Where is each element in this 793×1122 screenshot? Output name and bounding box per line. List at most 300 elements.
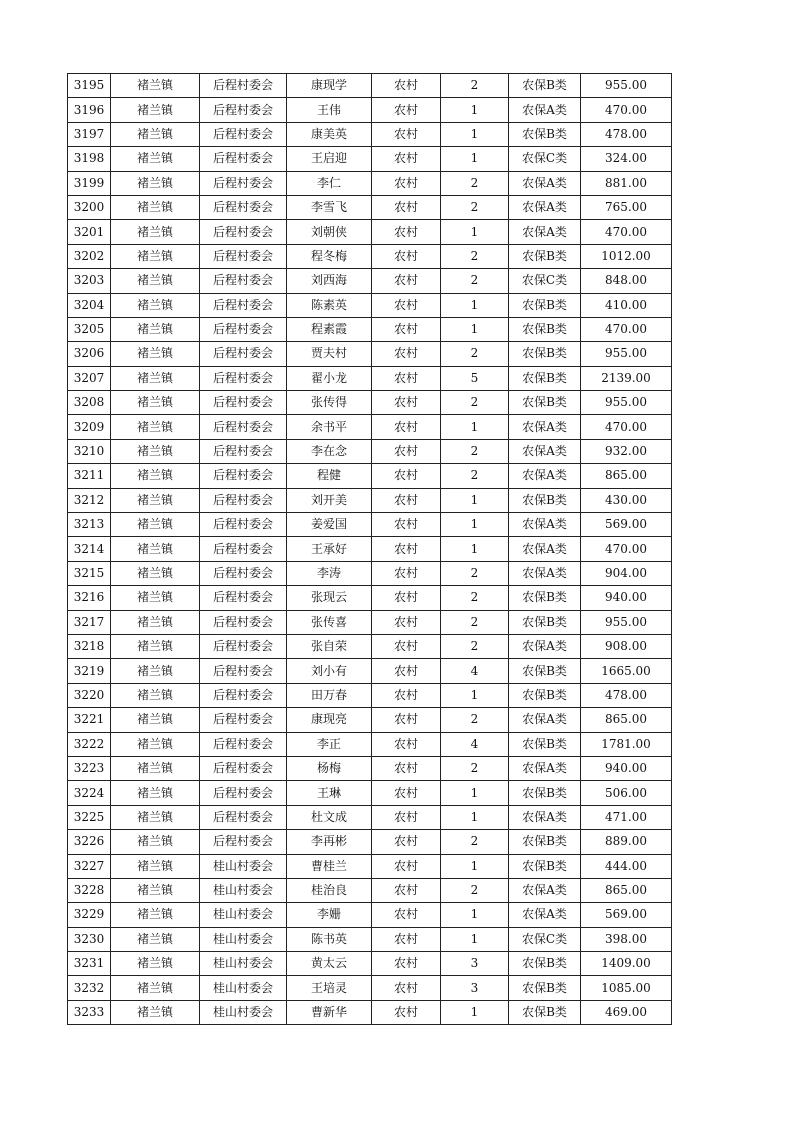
town-cell: 褚兰镇 <box>111 732 200 756</box>
residence-type-cell: 农村 <box>372 147 441 171</box>
village-committee-cell: 后程村委会 <box>200 147 287 171</box>
village-committee-cell: 桂山村委会 <box>200 1000 287 1024</box>
person-name-cell: 程素霞 <box>287 317 372 341</box>
row-number-cell: 3195 <box>68 74 111 98</box>
household-count-cell: 3 <box>441 952 509 976</box>
row-number-cell: 3212 <box>68 488 111 512</box>
town-cell: 褚兰镇 <box>111 317 200 341</box>
row-number-cell: 3206 <box>68 342 111 366</box>
town-cell: 褚兰镇 <box>111 708 200 732</box>
person-name-cell: 田万春 <box>287 683 372 707</box>
person-name-cell: 曹新华 <box>287 1000 372 1024</box>
town-cell: 褚兰镇 <box>111 610 200 634</box>
person-name-cell: 王琳 <box>287 781 372 805</box>
town-cell: 褚兰镇 <box>111 415 200 439</box>
table-row <box>68 74 672 98</box>
residence-type-cell: 农村 <box>372 342 441 366</box>
village-committee-cell: 后程村委会 <box>200 708 287 732</box>
household-count-cell: 3 <box>441 976 509 1000</box>
insurance-category-cell: 农保B类 <box>509 122 581 146</box>
insurance-category-cell: 农保A类 <box>509 98 581 122</box>
village-committee-cell: 后程村委会 <box>200 513 287 537</box>
household-count-cell: 2 <box>441 756 509 780</box>
amount-cell: 865.00 <box>581 464 672 488</box>
residence-type-cell: 农村 <box>372 391 441 415</box>
insurance-category-cell: 农保B类 <box>509 488 581 512</box>
insurance-category-cell: 农保A类 <box>509 464 581 488</box>
village-committee-cell: 后程村委会 <box>200 415 287 439</box>
residence-type-cell: 农村 <box>372 244 441 268</box>
insurance-category-cell: 农保A类 <box>509 220 581 244</box>
town-cell: 褚兰镇 <box>111 659 200 683</box>
insurance-category-cell: 农保A类 <box>509 561 581 585</box>
village-committee-cell: 桂山村委会 <box>200 976 287 1000</box>
table-row <box>68 464 672 488</box>
insurance-category-cell: 农保A类 <box>509 903 581 927</box>
row-number-cell: 3230 <box>68 927 111 951</box>
household-count-cell: 1 <box>441 927 509 951</box>
insurance-category-cell: 农保B类 <box>509 366 581 390</box>
residence-type-cell: 农村 <box>372 513 441 537</box>
amount-cell: 470.00 <box>581 537 672 561</box>
insurance-category-cell: 农保C类 <box>509 147 581 171</box>
table-row <box>68 683 672 707</box>
residence-type-cell: 农村 <box>372 1000 441 1024</box>
town-cell: 褚兰镇 <box>111 74 200 98</box>
town-cell: 褚兰镇 <box>111 98 200 122</box>
household-count-cell: 1 <box>441 683 509 707</box>
village-committee-cell: 后程村委会 <box>200 171 287 195</box>
amount-cell: 940.00 <box>581 586 672 610</box>
insurance-category-cell: 农保B类 <box>509 781 581 805</box>
insurance-category-cell: 农保B类 <box>509 342 581 366</box>
village-committee-cell: 后程村委会 <box>200 488 287 512</box>
amount-cell: 940.00 <box>581 756 672 780</box>
household-count-cell: 2 <box>441 634 509 658</box>
town-cell: 褚兰镇 <box>111 976 200 1000</box>
household-count-cell: 1 <box>441 317 509 341</box>
town-cell: 褚兰镇 <box>111 927 200 951</box>
row-number-cell: 3210 <box>68 439 111 463</box>
village-committee-cell: 后程村委会 <box>200 756 287 780</box>
table-row <box>68 1000 672 1024</box>
person-name-cell: 李仁 <box>287 171 372 195</box>
person-name-cell: 李雪飞 <box>287 195 372 219</box>
town-cell: 褚兰镇 <box>111 781 200 805</box>
table-row <box>68 708 672 732</box>
row-number-cell: 3231 <box>68 952 111 976</box>
table-row <box>68 952 672 976</box>
person-name-cell: 贾夫村 <box>287 342 372 366</box>
insurance-category-cell: 农保A类 <box>509 537 581 561</box>
residence-type-cell: 农村 <box>372 732 441 756</box>
person-name-cell: 余书平 <box>287 415 372 439</box>
town-cell: 褚兰镇 <box>111 439 200 463</box>
table-row <box>68 513 672 537</box>
amount-cell: 478.00 <box>581 122 672 146</box>
row-number-cell: 3227 <box>68 854 111 878</box>
village-committee-cell: 后程村委会 <box>200 317 287 341</box>
table-row <box>68 805 672 829</box>
residence-type-cell: 农村 <box>372 830 441 854</box>
village-committee-cell: 桂山村委会 <box>200 878 287 902</box>
table-row <box>68 586 672 610</box>
table-row <box>68 317 672 341</box>
town-cell: 褚兰镇 <box>111 561 200 585</box>
person-name-cell: 王培灵 <box>287 976 372 1000</box>
table-row <box>68 488 672 512</box>
insurance-category-cell: 农保A类 <box>509 195 581 219</box>
insurance-category-cell: 农保A类 <box>509 805 581 829</box>
town-cell: 褚兰镇 <box>111 952 200 976</box>
household-count-cell: 2 <box>441 439 509 463</box>
town-cell: 褚兰镇 <box>111 171 200 195</box>
amount-cell: 765.00 <box>581 195 672 219</box>
insurance-category-cell: 农保C类 <box>509 269 581 293</box>
person-name-cell: 康美英 <box>287 122 372 146</box>
row-number-cell: 3216 <box>68 586 111 610</box>
person-name-cell: 李涛 <box>287 561 372 585</box>
household-count-cell: 1 <box>441 488 509 512</box>
residence-type-cell: 农村 <box>372 976 441 1000</box>
town-cell: 褚兰镇 <box>111 586 200 610</box>
residence-type-cell: 农村 <box>372 171 441 195</box>
village-committee-cell: 后程村委会 <box>200 830 287 854</box>
village-committee-cell: 后程村委会 <box>200 683 287 707</box>
residence-type-cell: 农村 <box>372 683 441 707</box>
insurance-category-cell: 农保B类 <box>509 659 581 683</box>
town-cell: 褚兰镇 <box>111 366 200 390</box>
insurance-category-cell: 农保A类 <box>509 878 581 902</box>
village-committee-cell: 后程村委会 <box>200 293 287 317</box>
residence-type-cell: 农村 <box>372 464 441 488</box>
person-name-cell: 程冬梅 <box>287 244 372 268</box>
household-count-cell: 2 <box>441 74 509 98</box>
amount-cell: 469.00 <box>581 1000 672 1024</box>
household-count-cell: 1 <box>441 903 509 927</box>
household-count-cell: 5 <box>441 366 509 390</box>
table-row <box>68 537 672 561</box>
village-committee-cell: 后程村委会 <box>200 244 287 268</box>
row-number-cell: 3223 <box>68 756 111 780</box>
village-committee-cell: 后程村委会 <box>200 74 287 98</box>
residence-type-cell: 农村 <box>372 708 441 732</box>
town-cell: 褚兰镇 <box>111 537 200 561</box>
amount-cell: 569.00 <box>581 513 672 537</box>
person-name-cell: 黄太云 <box>287 952 372 976</box>
row-number-cell: 3197 <box>68 122 111 146</box>
person-name-cell: 姜爱国 <box>287 513 372 537</box>
residence-type-cell: 农村 <box>372 439 441 463</box>
household-count-cell: 1 <box>441 293 509 317</box>
residence-type-cell: 农村 <box>372 415 441 439</box>
household-count-cell: 2 <box>441 342 509 366</box>
person-name-cell: 桂治良 <box>287 878 372 902</box>
household-count-cell: 1 <box>441 122 509 146</box>
row-number-cell: 3226 <box>68 830 111 854</box>
residence-type-cell: 农村 <box>372 366 441 390</box>
village-committee-cell: 后程村委会 <box>200 610 287 634</box>
amount-cell: 569.00 <box>581 903 672 927</box>
residence-type-cell: 农村 <box>372 98 441 122</box>
insurance-category-cell: 农保B类 <box>509 732 581 756</box>
row-number-cell: 3228 <box>68 878 111 902</box>
insurance-category-cell: 农保A类 <box>509 756 581 780</box>
household-count-cell: 4 <box>441 732 509 756</box>
table-row <box>68 293 672 317</box>
person-name-cell: 李正 <box>287 732 372 756</box>
row-number-cell: 3213 <box>68 513 111 537</box>
amount-cell: 410.00 <box>581 293 672 317</box>
town-cell: 褚兰镇 <box>111 488 200 512</box>
household-count-cell: 2 <box>441 878 509 902</box>
table-row <box>68 269 672 293</box>
table-row <box>68 439 672 463</box>
row-number-cell: 3218 <box>68 634 111 658</box>
household-count-cell: 4 <box>441 659 509 683</box>
residence-type-cell: 农村 <box>372 927 441 951</box>
household-count-cell: 1 <box>441 415 509 439</box>
row-number-cell: 3201 <box>68 220 111 244</box>
town-cell: 褚兰镇 <box>111 220 200 244</box>
village-committee-cell: 桂山村委会 <box>200 854 287 878</box>
village-committee-cell: 后程村委会 <box>200 805 287 829</box>
row-number-cell: 3202 <box>68 244 111 268</box>
row-number-cell: 3203 <box>68 269 111 293</box>
residence-type-cell: 农村 <box>372 586 441 610</box>
person-name-cell: 刘西海 <box>287 269 372 293</box>
table-row <box>68 610 672 634</box>
household-count-cell: 1 <box>441 147 509 171</box>
insurance-category-cell: 农保B类 <box>509 952 581 976</box>
person-name-cell: 王伟 <box>287 98 372 122</box>
household-count-cell: 2 <box>441 171 509 195</box>
residence-type-cell: 农村 <box>372 610 441 634</box>
residence-type-cell: 农村 <box>372 220 441 244</box>
town-cell: 褚兰镇 <box>111 830 200 854</box>
person-name-cell: 张现云 <box>287 586 372 610</box>
town-cell: 褚兰镇 <box>111 391 200 415</box>
insurance-category-cell: 农保A类 <box>509 708 581 732</box>
residence-type-cell: 农村 <box>372 317 441 341</box>
person-name-cell: 杜文成 <box>287 805 372 829</box>
amount-cell: 848.00 <box>581 269 672 293</box>
table-row <box>68 854 672 878</box>
person-name-cell: 张传喜 <box>287 610 372 634</box>
residence-type-cell: 农村 <box>372 537 441 561</box>
town-cell: 褚兰镇 <box>111 854 200 878</box>
amount-cell: 324.00 <box>581 147 672 171</box>
row-number-cell: 3208 <box>68 391 111 415</box>
amount-cell: 471.00 <box>581 805 672 829</box>
row-number-cell: 3217 <box>68 610 111 634</box>
amount-cell: 1012.00 <box>581 244 672 268</box>
town-cell: 褚兰镇 <box>111 269 200 293</box>
amount-cell: 444.00 <box>581 854 672 878</box>
residence-type-cell: 农村 <box>372 756 441 780</box>
village-committee-cell: 后程村委会 <box>200 781 287 805</box>
amount-cell: 470.00 <box>581 98 672 122</box>
town-cell: 褚兰镇 <box>111 244 200 268</box>
row-number-cell: 3198 <box>68 147 111 171</box>
village-committee-cell: 后程村委会 <box>200 634 287 658</box>
amount-cell: 1781.00 <box>581 732 672 756</box>
residence-type-cell: 农村 <box>372 903 441 927</box>
amount-cell: 430.00 <box>581 488 672 512</box>
village-committee-cell: 后程村委会 <box>200 366 287 390</box>
insurance-category-cell: 农保C类 <box>509 927 581 951</box>
table-row <box>68 976 672 1000</box>
household-count-cell: 2 <box>441 561 509 585</box>
household-count-cell: 2 <box>441 269 509 293</box>
amount-cell: 478.00 <box>581 683 672 707</box>
amount-cell: 2139.00 <box>581 366 672 390</box>
insurance-category-cell: 农保A类 <box>509 634 581 658</box>
insurance-category-cell: 农保B类 <box>509 586 581 610</box>
household-count-cell: 1 <box>441 854 509 878</box>
table-row <box>68 732 672 756</box>
row-number-cell: 3225 <box>68 805 111 829</box>
household-count-cell: 1 <box>441 98 509 122</box>
person-name-cell: 陈书英 <box>287 927 372 951</box>
person-name-cell: 康现学 <box>287 74 372 98</box>
residence-type-cell: 农村 <box>372 195 441 219</box>
household-count-cell: 2 <box>441 610 509 634</box>
household-count-cell: 1 <box>441 805 509 829</box>
residence-type-cell: 农村 <box>372 878 441 902</box>
table-row <box>68 342 672 366</box>
amount-cell: 1665.00 <box>581 659 672 683</box>
person-name-cell: 张传得 <box>287 391 372 415</box>
row-number-cell: 3229 <box>68 903 111 927</box>
amount-cell: 904.00 <box>581 561 672 585</box>
row-number-cell: 3209 <box>68 415 111 439</box>
village-committee-cell: 桂山村委会 <box>200 952 287 976</box>
person-name-cell: 王承好 <box>287 537 372 561</box>
town-cell: 褚兰镇 <box>111 1000 200 1024</box>
amount-cell: 889.00 <box>581 830 672 854</box>
village-committee-cell: 后程村委会 <box>200 220 287 244</box>
row-number-cell: 3196 <box>68 98 111 122</box>
person-name-cell: 刘开美 <box>287 488 372 512</box>
insurance-category-cell: 农保B类 <box>509 854 581 878</box>
town-cell: 褚兰镇 <box>111 342 200 366</box>
town-cell: 褚兰镇 <box>111 195 200 219</box>
person-name-cell: 程健 <box>287 464 372 488</box>
table-row <box>68 98 672 122</box>
person-name-cell: 刘朝侠 <box>287 220 372 244</box>
household-count-cell: 1 <box>441 781 509 805</box>
insurance-category-cell: 农保B类 <box>509 976 581 1000</box>
residence-type-cell: 农村 <box>372 781 441 805</box>
person-name-cell: 张自荣 <box>287 634 372 658</box>
row-number-cell: 3233 <box>68 1000 111 1024</box>
person-name-cell: 陈素英 <box>287 293 372 317</box>
residence-type-cell: 农村 <box>372 488 441 512</box>
town-cell: 褚兰镇 <box>111 122 200 146</box>
insurance-category-cell: 农保B类 <box>509 317 581 341</box>
insurance-category-cell: 农保A类 <box>509 171 581 195</box>
row-number-cell: 3224 <box>68 781 111 805</box>
table-row <box>68 781 672 805</box>
row-number-cell: 3199 <box>68 171 111 195</box>
household-count-cell: 1 <box>441 1000 509 1024</box>
insurance-category-cell: 农保A类 <box>509 415 581 439</box>
amount-cell: 470.00 <box>581 220 672 244</box>
village-committee-cell: 后程村委会 <box>200 391 287 415</box>
residence-type-cell: 农村 <box>372 122 441 146</box>
person-name-cell: 杨梅 <box>287 756 372 780</box>
insurance-category-cell: 农保B类 <box>509 830 581 854</box>
insurance-category-cell: 农保B类 <box>509 610 581 634</box>
table-row <box>68 195 672 219</box>
village-committee-cell: 后程村委会 <box>200 439 287 463</box>
row-number-cell: 3222 <box>68 732 111 756</box>
amount-cell: 955.00 <box>581 391 672 415</box>
row-number-cell: 3221 <box>68 708 111 732</box>
village-committee-cell: 桂山村委会 <box>200 927 287 951</box>
insurance-category-cell: 农保B类 <box>509 74 581 98</box>
residence-type-cell: 农村 <box>372 293 441 317</box>
household-count-cell: 2 <box>441 830 509 854</box>
amount-cell: 908.00 <box>581 634 672 658</box>
village-committee-cell: 后程村委会 <box>200 586 287 610</box>
insurance-category-cell: 农保B类 <box>509 293 581 317</box>
household-count-cell: 1 <box>441 513 509 537</box>
person-name-cell: 翟小龙 <box>287 366 372 390</box>
person-name-cell: 李再彬 <box>287 830 372 854</box>
person-name-cell: 康现亮 <box>287 708 372 732</box>
table-row <box>68 244 672 268</box>
village-committee-cell: 后程村委会 <box>200 122 287 146</box>
row-number-cell: 3200 <box>68 195 111 219</box>
amount-cell: 955.00 <box>581 610 672 634</box>
table-row <box>68 366 672 390</box>
residence-type-cell: 农村 <box>372 952 441 976</box>
residence-type-cell: 农村 <box>372 74 441 98</box>
table-row <box>68 122 672 146</box>
table-row <box>68 147 672 171</box>
row-number-cell: 3219 <box>68 659 111 683</box>
village-committee-cell: 后程村委会 <box>200 269 287 293</box>
amount-cell: 1409.00 <box>581 952 672 976</box>
insurance-category-cell: 农保B类 <box>509 244 581 268</box>
village-committee-cell: 后程村委会 <box>200 195 287 219</box>
amount-cell: 398.00 <box>581 927 672 951</box>
household-count-cell: 2 <box>441 244 509 268</box>
row-number-cell: 3215 <box>68 561 111 585</box>
row-number-cell: 3207 <box>68 366 111 390</box>
amount-cell: 865.00 <box>581 708 672 732</box>
town-cell: 褚兰镇 <box>111 147 200 171</box>
residence-type-cell: 农村 <box>372 269 441 293</box>
amount-cell: 470.00 <box>581 415 672 439</box>
village-committee-cell: 桂山村委会 <box>200 903 287 927</box>
table-row <box>68 220 672 244</box>
table-row <box>68 391 672 415</box>
village-committee-cell: 后程村委会 <box>200 561 287 585</box>
insurance-category-cell: 农保B类 <box>509 1000 581 1024</box>
village-committee-cell: 后程村委会 <box>200 732 287 756</box>
amount-cell: 506.00 <box>581 781 672 805</box>
town-cell: 褚兰镇 <box>111 805 200 829</box>
town-cell: 褚兰镇 <box>111 513 200 537</box>
amount-cell: 955.00 <box>581 342 672 366</box>
amount-cell: 932.00 <box>581 439 672 463</box>
table-row <box>68 415 672 439</box>
village-committee-cell: 后程村委会 <box>200 98 287 122</box>
row-number-cell: 3205 <box>68 317 111 341</box>
